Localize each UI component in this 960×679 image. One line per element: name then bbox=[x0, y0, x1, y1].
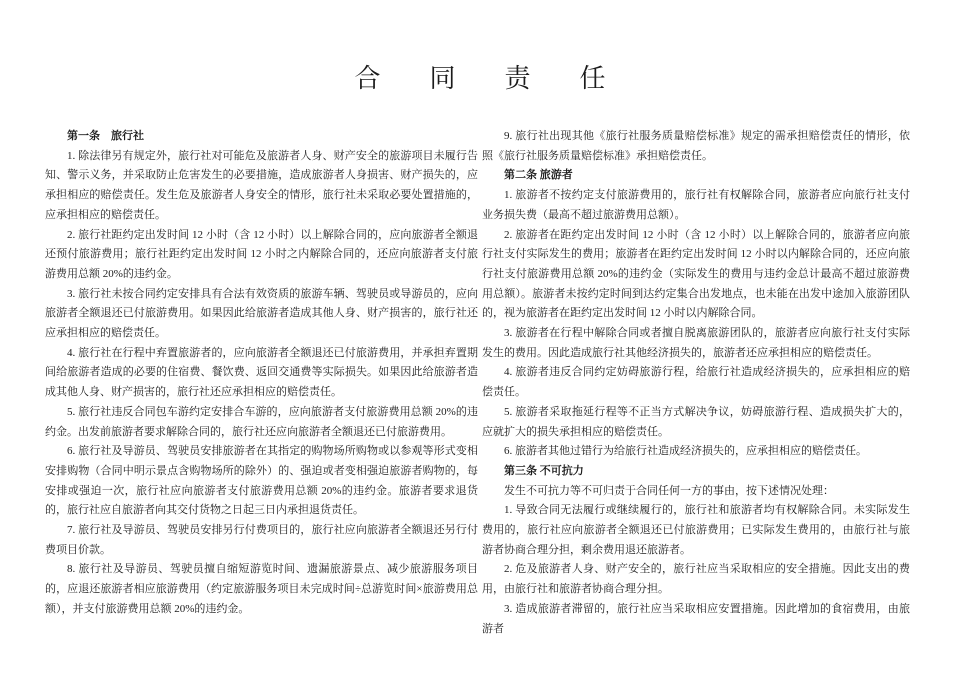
paragraph: 7. 旅行社及导游员、驾驶员安排另行付费项目的，旅行社应向旅游者全额退还另行付费项目价款。 bbox=[45, 524, 478, 556]
paragraph: 发生不可抗力等不可归责于合同任何一方的事由，按下述情况处理： bbox=[504, 484, 834, 497]
paragraph: 1. 除法律另有规定外，旅行社对可能危及旅游者人身、财产安全的旅游项目未履行告知、警示义务，并采取防止危害发生的必要措施，造成旅游者人身损害、财产损失的，应承担相应的赔偿责任。发生危及旅游者人身安全的情形，旅行社未采取必要处置措施的，应承担相应的赔偿责任。 bbox=[45, 149, 478, 221]
paragraph: 2. 危及旅游者人身、财产安全的，旅行社应当采取相应的安全措施。因此支出的费用，由旅行社和旅游者协商合理分担。 bbox=[482, 563, 910, 596]
paragraph: 1. 导致合同无法履行或继续履行的，旅行社和旅游者均有权解除合同。未实际发生费用的，旅行社应向旅游者全额退还已付旅游费用；已实际发生费用的，由旅行社与旅游者协商合理分担，剩余费用退还旅游者。 bbox=[482, 504, 910, 556]
paragraph: 4. 旅行社在行程中弃置旅游者的，应向旅游者全额退还已付旅游费用，并承担弃置期间给旅游者造成的必要的住宿费、餐饮费、返回交通费等实际损失。如果因此给旅游者造成其他人身、财产损害的，旅行社还应承担相应的赔偿责任。 bbox=[45, 346, 478, 399]
left-column bbox=[45, 127, 478, 620]
document-title: 合同责任 bbox=[354, 64, 655, 93]
paragraph: 9. 旅行社出现其他《旅行社服务质量赔偿标准》规定的需承担赔偿责任的情形，依照《旅行社服务质量赔偿标准》承担赔偿责任。 bbox=[482, 130, 910, 162]
paragraph: 3. 旅游者在行程中解除合同或者擅自脱离旅游团队的，旅游者应向旅行社支付实际发生的费用。因此造成旅行社其他经济损失的，旅游者还应承担相应的赔偿责任。 bbox=[482, 327, 910, 359]
paragraph: 5. 旅行社违反合同包车游约定安排合车游的，应向旅游者支付旅游费用总额 20%的违约金。出发前旅游者要求解除合同的，旅行社还应向旅游者全额退还已付旅游费用。 bbox=[45, 405, 478, 438]
paragraph: 5. 旅游者采取拖延行程等不正当方式解决争议，妨碍旅游行程、造成损失扩大的，应就扩大的损失承担相应的赔偿责任。 bbox=[482, 405, 910, 438]
right-column bbox=[482, 127, 910, 639]
paragraph: 1. 旅游者不按约定支付旅游费用的，旅行社有权解除合同，旅游者应向旅行社支付业务损失费（最高不超过旅游费用总额）。 bbox=[482, 189, 910, 221]
section-heading-force-majeure: 第三条 不可抗力 bbox=[504, 464, 584, 477]
paragraph: 3. 旅行社未按合同约定安排具有合法有效资质的旅游车辆、驾驶员或导游员的，应向旅游者全额退还已付旅游费用。如果因此给旅游者造成其他人身、财产损害的，旅行社还应承担相应的赔偿责任。 bbox=[45, 287, 478, 340]
paragraph: 2. 旅游者在距约定出发时间 12 小时（含 12 小时）以上解除合同的，旅游者应向旅行社支付实际发生的费用；旅游者在距约定出发时间 12 小时以内解除合同的，还应向旅行社支付旅游费用总额 20%的违约金（实际发生的费用与违约金总计最高不超过旅游费用总额）。旅游者未按约定时间到达约定集合出发地点，也未能在出发中途加入旅游团队的，视为旅游者在距约定出发时间 12 小时以内解除合同。 bbox=[482, 228, 910, 320]
paragraph: 6. 旅游者其他过错行为给旅行社造成经济损失的，应承担相应的赔偿责任。 bbox=[504, 445, 867, 458]
section-heading-tourist: 第二条 旅游者 bbox=[504, 169, 573, 182]
paragraph: 3. 造成旅游者滞留的，旅行社应当采取相应安置措施。因此增加的食宿费用，由旅游者 bbox=[482, 602, 910, 635]
paragraph: 6. 旅行社及导游员、驾驶员安排旅游者在其指定的购物场所购物或以参观等形式变相安排购物（合同中明示景点含购物场所的除外）的、强迫或者变相强迫旅游者购物的，每安排或强迫一次，旅行社应向旅游者支付旅游费用总额 20%的违约金。旅游者要求退货的，旅行社应自旅游者向其交付货物之日起三日内承担退货责任。 bbox=[45, 445, 478, 517]
paragraph: 4. 旅游者违反合同约定妨碍旅游行程，给旅行社造成经济损失的，应承担相应的赔偿责任。 bbox=[482, 366, 910, 399]
section-heading-travel-agency: 第一条 旅行社 bbox=[67, 130, 144, 142]
paragraph: 2. 旅行社距约定出发时间 12 小时（含 12 小时）以上解除合同的，应向旅游者全额退还预付旅游费用；旅行社距约定出发时间 12 小时之内解除合同的，还应向旅游者支付旅游费用总额 20%的违约金。 bbox=[45, 228, 478, 280]
paragraph: 8. 旅行社及导游员、驾驶员擅自缩短游览时间、遗漏旅游景点、减少旅游服务项目的，应退还旅游者相应旅游费用（约定旅游服务项目未完成时间÷总游览时间×旅游费用总额），并支付旅游费用总额 20%的违约金。 bbox=[45, 563, 478, 615]
